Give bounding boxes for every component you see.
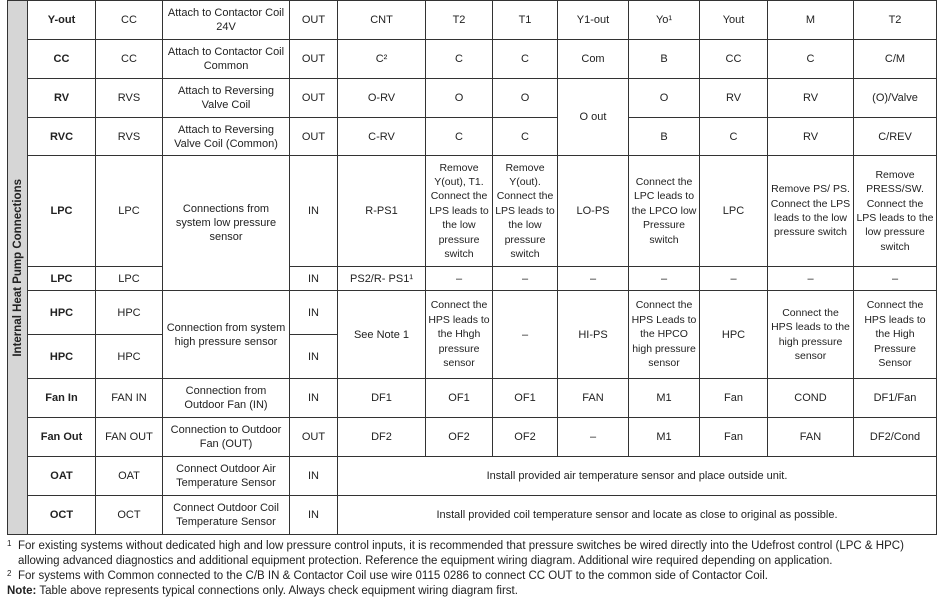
value-cell: Remove Y(out), T1. Connect the LPS leads to the low pressure switch (426, 156, 493, 267)
description-cell: Attach to Contactor Coil Common (163, 40, 290, 79)
value-cell: OF1 (493, 379, 558, 418)
value-cell: Fan (700, 418, 768, 457)
wire-cell: LPC (96, 156, 163, 267)
terminal-cell: Fan In (28, 379, 96, 418)
wire-cell: LPC (96, 267, 163, 291)
terminal-cell: LPC (28, 156, 96, 267)
section-label-cell (8, 1, 28, 535)
terminal-cell: LPC (28, 267, 96, 291)
value-cell: RV (700, 79, 768, 118)
value-cell: – (768, 267, 854, 291)
terminal-cell: CC (28, 40, 96, 79)
footnote-text: For systems with Common connected to the C/B IN & Contactor Coil use wire 0115 0286 to connect CC OUT to the common side of Contactor Coil. (18, 570, 768, 582)
value-cell: Remove PS/ PS. Connect the LPS leads to the low pressure switch (768, 156, 854, 267)
direction-cell: IN (290, 379, 338, 418)
value-cell: O (629, 79, 700, 118)
value-cell: Yo¹ (629, 1, 700, 40)
value-cell: HPC (700, 291, 768, 379)
value-cell: Connect the HPS leads to the High Pressure Sensor (854, 291, 937, 379)
value-cell: Y1-out (558, 1, 629, 40)
value-cell: HI-PS (558, 291, 629, 379)
wire-cell: HPC (96, 335, 163, 379)
direction-cell: OUT (290, 79, 338, 118)
value-cell: C (768, 40, 854, 79)
footnote-text: For existing systems without dedicated high and low pressure control inputs, it is recommended that pressure switches be wired directly into the Udefrost control (LPC & HPC) allowing advanced diagnostics and additional equipment protection. Reference the equipment wiring diagram. Additional wire required depending on application. (18, 540, 904, 567)
value-cell: T1 (493, 1, 558, 40)
footnotes (7, 539, 937, 599)
value-cell: Yout (700, 1, 768, 40)
value-cell: M1 (629, 379, 700, 418)
value-cell: O-RV (338, 79, 426, 118)
table-row (8, 118, 937, 156)
direction-cell: OUT (290, 418, 338, 457)
footnote-marker: 1 (7, 539, 12, 548)
table-row (8, 1, 937, 40)
value-cell: DF1 (338, 379, 426, 418)
value-cell: Connect the HPS Leads to the HPCO high pressure sensor (629, 291, 700, 379)
direction-cell: IN (290, 335, 338, 379)
value-cell: B (629, 118, 700, 156)
merged-instruction-cell: Install provided coil temperature sensor and locate as close to original as possible. (338, 496, 937, 535)
value-cell: – (558, 267, 629, 291)
direction-cell: OUT (290, 40, 338, 79)
description-cell: Connection to Outdoor Fan (OUT) (163, 418, 290, 457)
footnote-2 (7, 569, 937, 584)
footnote-1 (7, 539, 937, 569)
connections-table (7, 0, 937, 535)
value-cell: C/M (854, 40, 937, 79)
value-cell: – (854, 267, 937, 291)
value-cell: COND (768, 379, 854, 418)
table-row (8, 291, 937, 335)
table-row (8, 496, 937, 535)
terminal-cell: OAT (28, 457, 96, 496)
terminal-cell: OCT (28, 496, 96, 535)
wire-cell: FAN OUT (96, 418, 163, 457)
wire-cell: OAT (96, 457, 163, 496)
value-cell: C (493, 118, 558, 156)
direction-cell: IN (290, 291, 338, 335)
value-cell: DF2 (338, 418, 426, 457)
value-cell: – (700, 267, 768, 291)
general-note (7, 584, 937, 599)
description-cell: Connect Outdoor Air Temperature Sensor (163, 457, 290, 496)
value-cell: Connect the HPS leads to the high pressure sensor (768, 291, 854, 379)
terminal-cell: Fan Out (28, 418, 96, 457)
value-cell: FAN (558, 379, 629, 418)
section-label: Internal Heat Pump Connections (11, 178, 24, 357)
terminal-cell: HPC (28, 335, 96, 379)
direction-cell: IN (290, 457, 338, 496)
wire-cell: RVS (96, 118, 163, 156)
merged-instruction-cell: Install provided air temperature sensor and place outside unit. (338, 457, 937, 496)
value-cell: Com (558, 40, 629, 79)
value-cell: C (700, 118, 768, 156)
value-cell: C/REV (854, 118, 937, 156)
value-cell: O out (558, 79, 629, 156)
wire-cell: HPC (96, 291, 163, 335)
value-cell: LPC (700, 156, 768, 267)
value-cell: O (426, 79, 493, 118)
value-cell: T2 (854, 1, 937, 40)
description-cell: Attach to Contactor Coil 24V (163, 1, 290, 40)
value-cell: Fan (700, 379, 768, 418)
description-cell: Connection from Outdoor Fan (IN) (163, 379, 290, 418)
value-cell: B (629, 40, 700, 79)
note-label: Note: (7, 585, 37, 597)
value-cell: T2 (426, 1, 493, 40)
description-cell: Connection from system high pressure sensor (163, 291, 290, 379)
description-cell: Attach to Reversing Valve Coil (Common) (163, 118, 290, 156)
value-cell: Connect the HPS leads to the Hhgh pressure sensor (426, 291, 493, 379)
value-cell: See Note 1 (338, 291, 426, 379)
value-cell: DF2/Cond (854, 418, 937, 457)
value-cell: M1 (629, 418, 700, 457)
value-cell: Remove PRESS/SW. Connect the LPS leads to the low pressure switch (854, 156, 937, 267)
value-cell: – (558, 418, 629, 457)
table-row (8, 418, 937, 457)
table-row (8, 267, 937, 291)
value-cell: Remove Y(out). Connect the LPS leads to the low pressure switch (493, 156, 558, 267)
direction-cell: IN (290, 267, 338, 291)
value-cell: Connect the LPC leads to the LPCO low Pressure switch (629, 156, 700, 267)
value-cell: C (493, 40, 558, 79)
value-cell: FAN (768, 418, 854, 457)
value-cell: OF2 (493, 418, 558, 457)
wire-cell: FAN IN (96, 379, 163, 418)
table-row (8, 40, 937, 79)
terminal-cell: RV (28, 79, 96, 118)
direction-cell: OUT (290, 1, 338, 40)
wire-cell: CC (96, 1, 163, 40)
direction-cell: OUT (290, 118, 338, 156)
table-row (8, 457, 937, 496)
value-cell: R-PS1 (338, 156, 426, 267)
value-cell: C² (338, 40, 426, 79)
description-cell: Attach to Reversing Valve Coil (163, 79, 290, 118)
value-cell: PS2/R- PS1¹ (338, 267, 426, 291)
direction-cell: IN (290, 496, 338, 535)
value-cell: OF2 (426, 418, 493, 457)
value-cell: DF1/Fan (854, 379, 937, 418)
value-cell: – (493, 291, 558, 379)
description-cell: Connect Outdoor Coil Temperature Sensor (163, 496, 290, 535)
value-cell: O (493, 79, 558, 118)
value-cell: CC (700, 40, 768, 79)
table-row (8, 379, 937, 418)
wire-cell: CC (96, 40, 163, 79)
description-cell: Connections from system low pressure sensor (163, 156, 290, 291)
value-cell: CNT (338, 1, 426, 40)
wire-cell: RVS (96, 79, 163, 118)
value-cell: OF1 (426, 379, 493, 418)
terminal-cell: Y-out (28, 1, 96, 40)
direction-cell: IN (290, 156, 338, 267)
note-text: Table above represents typical connections only. Always check equipment wiring diagram first. (36, 585, 518, 597)
footnote-marker: 2 (7, 569, 12, 578)
value-cell: C (426, 118, 493, 156)
value-cell: – (493, 267, 558, 291)
value-cell: RV (768, 79, 854, 118)
value-cell: LO-PS (558, 156, 629, 267)
wire-cell: OCT (96, 496, 163, 535)
value-cell: M (768, 1, 854, 40)
value-cell: C-RV (338, 118, 426, 156)
table-row (8, 156, 937, 267)
terminal-cell: HPC (28, 291, 96, 335)
value-cell: C (426, 40, 493, 79)
terminal-cell: RVC (28, 118, 96, 156)
value-cell: – (629, 267, 700, 291)
value-cell: (O)/Valve (854, 79, 937, 118)
value-cell: RV (768, 118, 854, 156)
table-row (8, 79, 937, 118)
value-cell: – (426, 267, 493, 291)
